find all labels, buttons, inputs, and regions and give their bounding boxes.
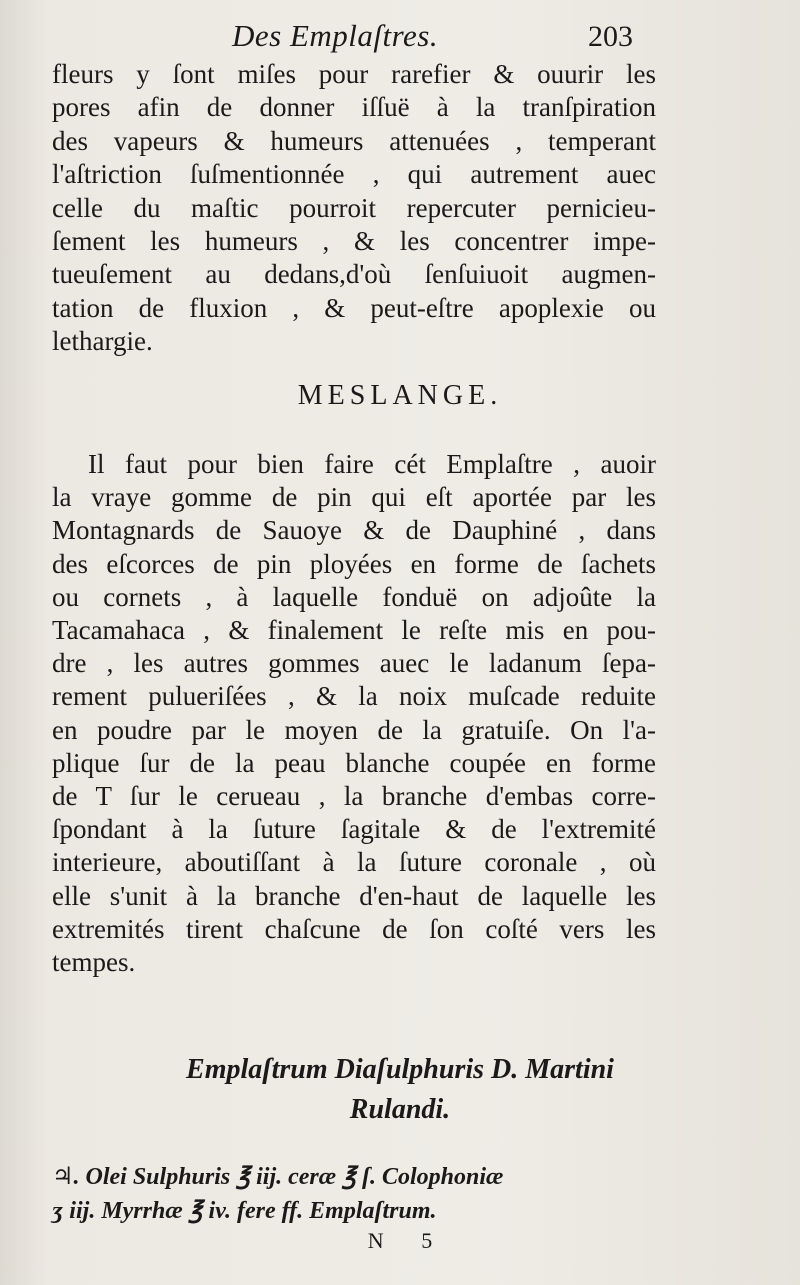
page-number: 203 <box>588 20 633 53</box>
text-line: ſpondant à la ſuture ſagitale & de l'extremité <box>52 814 656 845</box>
text-line: Il faut pour bien faire cét Emplaſtre , auoir <box>88 449 656 479</box>
text-line: lethargie. <box>52 326 153 357</box>
text-line: tation de fluxion , & peut-eſtre apoplexie ou <box>52 292 656 323</box>
text-line: l'aſtriction ſuſmentionnée , qui autrement auec <box>52 159 656 190</box>
text-line: celle du maſtic pourroit repercuter pernicieu- <box>52 192 656 223</box>
text-line: Tacamahaca , & finalement le reſte mis en pou- <box>52 615 656 646</box>
running-header <box>0 18 800 58</box>
signature-letter: N <box>367 1228 384 1253</box>
text-line: la vraye gomme de pin qui eſt aportée par les <box>52 482 656 513</box>
text-line: ſement les humeurs , & les concentrer impe- <box>52 226 656 257</box>
recipe-line: ʒ iij. Myrrhæ ℥ iv. fere ff. Emplaſtrum. <box>52 1198 437 1224</box>
text-line: rement pulueriſées , & la noix muſcade reduite <box>52 681 656 712</box>
section-heading: MESLANGE. <box>297 380 503 411</box>
signature-number: 5 <box>421 1228 433 1253</box>
signature-mark <box>0 1228 800 1254</box>
recipe-title-line: Emplaſtrum Diaſulphuris D. Martini <box>186 1054 614 1085</box>
text-line: extremités tirent chaſcune de ſon coſté vers les <box>52 913 656 944</box>
text-line: ou cornets , à laquelle fonduë on adjoûte la <box>52 581 656 612</box>
running-title: Des Emplaſtres. <box>232 18 439 53</box>
text-line: des vapeurs & humeurs attenuées , temperant <box>52 125 656 156</box>
text-line: tueuſement au dedans,d'où ſenſuiuoit augmen- <box>52 259 656 290</box>
text-line: pores afin de donner iſſuë à la tranſpiration <box>52 92 656 123</box>
text-line: Montagnards de Sauoye & de Dauphiné , dans <box>52 515 656 546</box>
recipe-title <box>0 1050 800 1130</box>
paragraph-meslange <box>52 448 656 979</box>
text-line: dre , les autres gommes auec le ladanum ſepa- <box>52 648 656 679</box>
text-line: fleurs y ſont miſes pour rarefier & ouurir les <box>52 59 656 89</box>
paragraph-continuation <box>52 58 656 359</box>
text-line: interieure, aboutiſſant à la ſuture coronale , où <box>52 847 656 878</box>
recipe-line: ♃. Olei Sulphuris ℥ iij. ceræ ℥ ſ. Colophoniæ <box>52 1164 504 1190</box>
text-line: tempes. <box>52 947 136 978</box>
recipe-formula <box>52 1160 666 1228</box>
text-line: en poudre par le moyen de la gratuiſe. On l'a- <box>52 714 656 745</box>
recipe-title-line: Rulandi. <box>349 1094 451 1125</box>
text-line: des eſcorces de pin ployées en forme de ſachets <box>52 548 656 579</box>
text-line: plique ſur de la peau blanche coupée en forme <box>52 747 656 778</box>
text-line: elle s'unit à la branche d'en-haut de laquelle les <box>52 880 656 911</box>
text-line: de T ſur le cerueau , la branche d'embas corre- <box>52 781 656 812</box>
